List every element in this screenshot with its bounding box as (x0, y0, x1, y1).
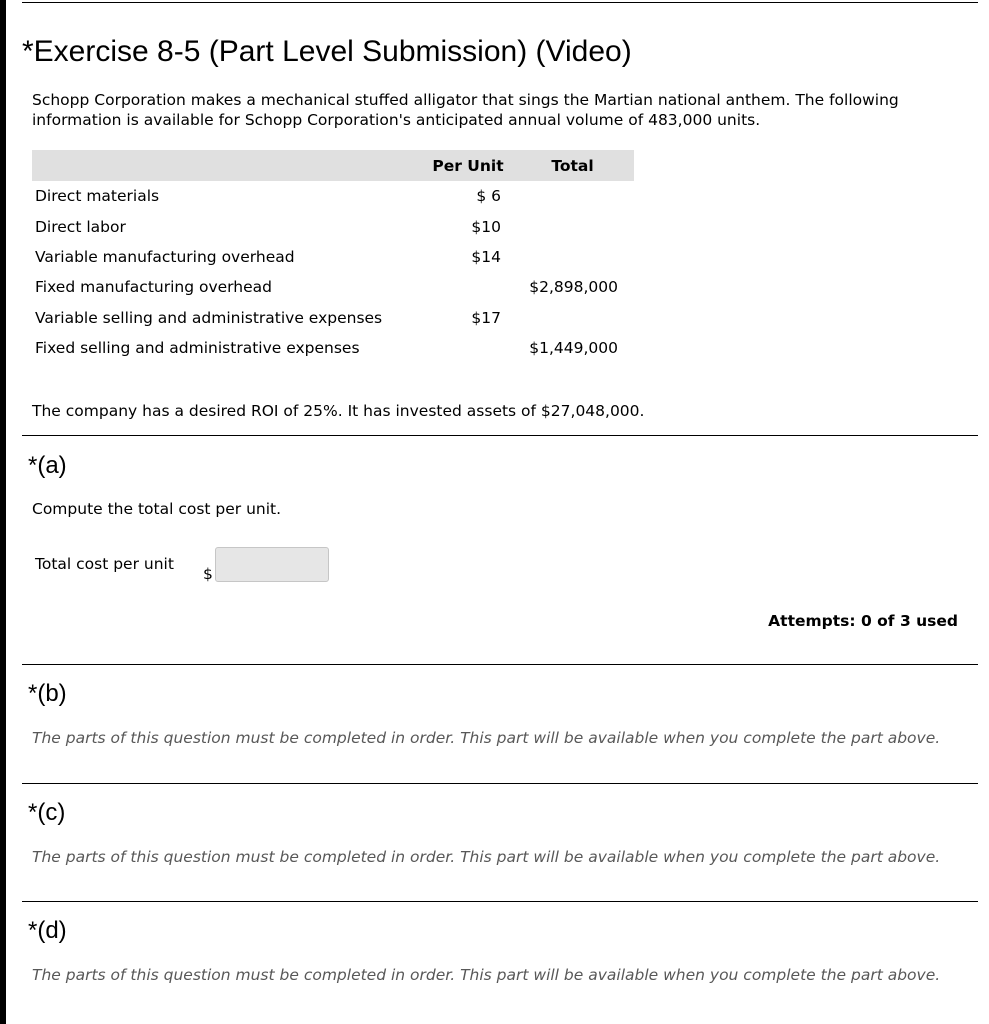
total-cost-input[interactable] (215, 547, 329, 582)
row-total (511, 181, 634, 211)
part-a-divider (22, 435, 978, 436)
row-label: Variable selling and administrative expenses (35, 308, 383, 327)
part-b-heading: *(b) (28, 680, 67, 707)
row-label: Fixed manufacturing overhead (35, 278, 272, 297)
row-label: Fixed selling and administrative expenses (35, 339, 360, 358)
part-b-locked-message: The parts of this question must be completed in order. This part will be available when you complete the part above. (32, 729, 941, 747)
table-row (32, 242, 634, 272)
cost-table-header (32, 150, 634, 181)
row-per-unit: $17 (471, 308, 501, 327)
row-total (511, 303, 634, 333)
row-label: Variable manufacturing overhead (35, 247, 295, 266)
part-d-divider (22, 901, 978, 902)
header-per-unit: Per Unit (425, 150, 511, 181)
currency-symbol: $ (203, 565, 213, 583)
part-d-heading: *(d) (28, 917, 67, 944)
row-label: Direct labor (35, 217, 126, 236)
cost-table (32, 150, 634, 363)
row-label: Direct materials (35, 187, 160, 206)
table-row (32, 181, 634, 211)
total-cost-label: Total cost per unit (35, 555, 174, 573)
row-total (511, 211, 634, 241)
table-row (32, 211, 634, 241)
part-a-heading: *(a) (28, 452, 67, 479)
row-per-unit: $ 6 (476, 187, 501, 206)
table-row (32, 272, 634, 302)
exercise-intro: Schopp Corporation makes a mechanical stuffed alligator that sings the Martian national anthem. The following information is available for Schopp Corporation's anticipated annual volume of 483,000 units. (32, 91, 899, 129)
part-a-prompt: Compute the total cost per unit. (32, 500, 282, 518)
part-b-divider (22, 664, 978, 665)
active-part-marker (0, 400, 6, 496)
part-d-locked-message: The parts of this question must be completed in order. This part will be available when you complete the part above. (32, 966, 941, 984)
part-c-divider (22, 783, 978, 784)
row-total: $2,898,000 (529, 278, 618, 297)
part-c-heading: *(c) (28, 799, 66, 826)
row-total: $1,449,000 (529, 339, 618, 358)
header-label (32, 150, 425, 181)
roi-statement: The company has a desired ROI of 25%. It has invested assets of $27,048,000. (32, 402, 645, 420)
exercise-title: *Exercise 8-5 (Part Level Submission) (Video) (22, 35, 632, 68)
row-per-unit (425, 333, 511, 363)
row-per-unit (425, 272, 511, 302)
table-row (32, 303, 634, 333)
left-edge-bar (0, 0, 6, 1024)
row-per-unit: $14 (471, 247, 501, 266)
attempts-counter: Attempts: 0 of 3 used (768, 612, 958, 630)
part-c-locked-message: The parts of this question must be completed in order. This part will be available when you complete the part above. (32, 848, 941, 866)
table-row (32, 333, 634, 363)
top-divider (22, 2, 978, 3)
header-total: Total (511, 150, 634, 181)
row-total (511, 242, 634, 272)
row-per-unit: $10 (471, 217, 501, 236)
